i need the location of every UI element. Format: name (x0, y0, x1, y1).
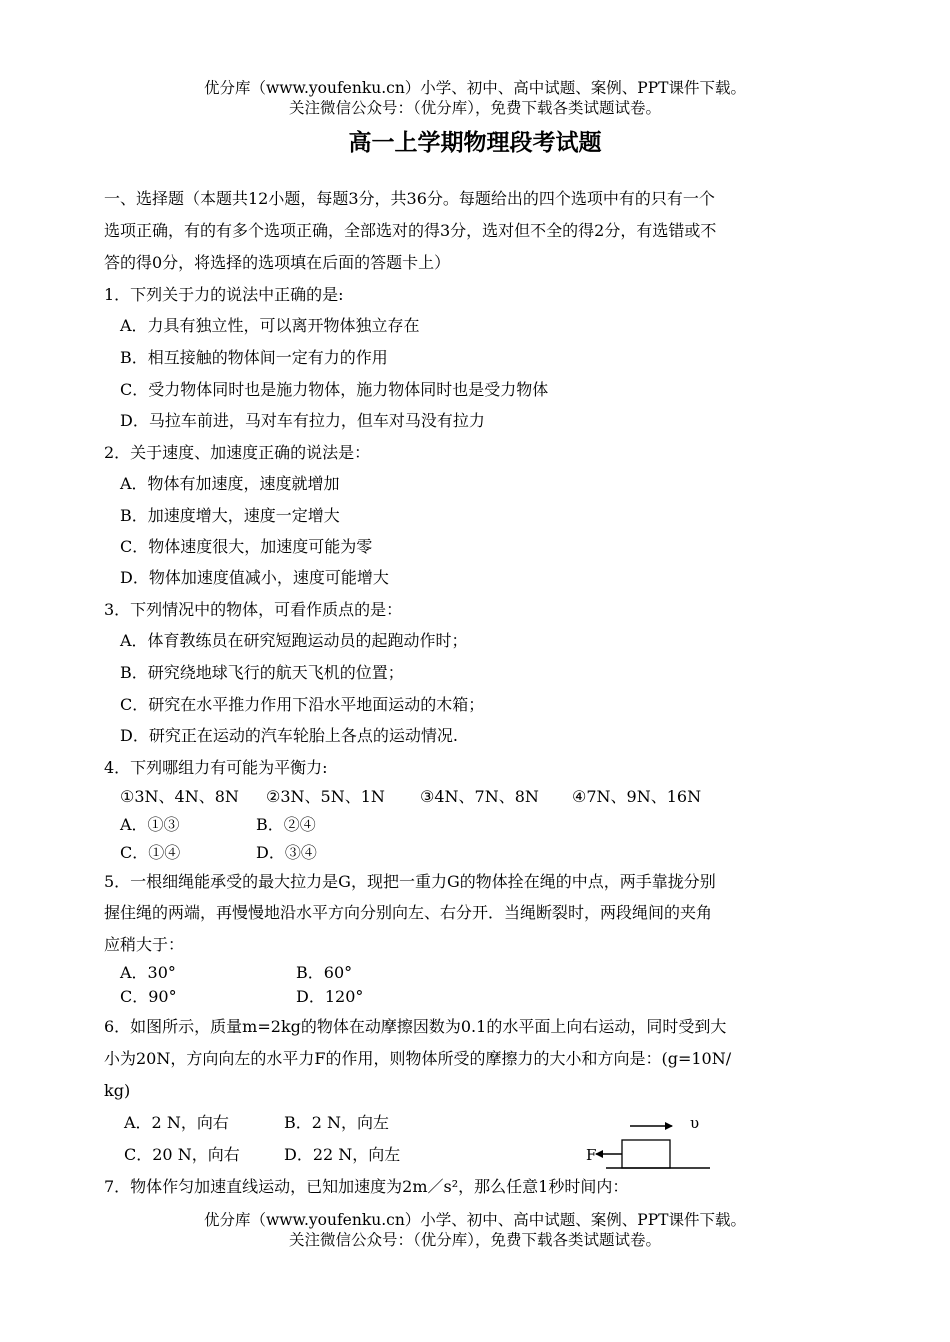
q4-set-1: ①3N、4N、8N (120, 787, 239, 806)
q5-line-3: 应稍大于： (104, 935, 185, 954)
force-label: F (586, 1146, 597, 1164)
q3-option-c: C．研究在水平推力作用下沿水平地面运动的木箱； (120, 695, 485, 714)
q1-option-b: B．相互接触的物体间一定有力的作用 (120, 348, 388, 367)
q5-option-d: D．120° (296, 987, 364, 1006)
footer-line-1: 优分库（www.youfenku.cn）小学、初中、高中试题、案例、PPT课件下载。 (203, 1211, 747, 1229)
q2-option-b: B．加速度增大，速度一定增大 (120, 506, 340, 525)
footer-line-2: 关注微信公众号：（优分库），免费下载各类试题试卷。 (288, 1231, 661, 1249)
q6-line-2: 小为20N，方向向左的水平力F的作用，则物体所受的摩擦力的大小和方向是：(g=10N/ (104, 1049, 732, 1068)
section-intro-2: 选项正确，有的有多个选项正确，全部选对的得3分，选对但不全的得2分，有选错或不 (104, 221, 717, 240)
q1-option-c: C．受力物体同时也是施力物体，施力物体同时也是受力物体 (120, 380, 549, 399)
q4-option-c: C．①④ (120, 843, 181, 862)
q5-line-2: 握住绳的两端，再慢慢地沿水平方向分别向左、右分开．当绳断裂时，两段绳间的夹角 (104, 903, 713, 922)
velocity-label: υ (690, 1114, 700, 1132)
block (622, 1140, 670, 1168)
q5-option-b: B．60° (296, 963, 353, 982)
q6-option-d: D．22 N，向左 (284, 1145, 401, 1164)
q3-option-a: A．体育教练员在研究短跑运动员的起跑动作时； (120, 631, 468, 650)
q2-option-a: A．物体有加速度，速度就增加 (120, 474, 340, 493)
q4-option-d: D．③④ (256, 843, 317, 862)
section-intro-3: 答的得0分，将选择的选项填在后面的答题卡上） (104, 253, 451, 272)
q4-set-2: ②3N、5N、1N (266, 787, 385, 806)
q4-set-4: ④7N、9N、16N (572, 787, 702, 806)
q6-force-diagram (584, 1106, 724, 1176)
q1-stem: 1．下列关于力的说法中正确的是: (104, 285, 344, 304)
q5-option-a: A．30° (120, 963, 176, 982)
q1-option-a: A．力具有独立性，可以离开物体独立存在 (120, 316, 420, 335)
q6-option-a: A．2 N，向右 (124, 1113, 229, 1132)
q2-option-c: C．物体速度很大，加速度可能为零 (120, 537, 373, 556)
q5-option-c: C．90° (120, 987, 177, 1006)
header-line-2: 关注微信公众号：（优分库），免费下载各类试题试卷。 (288, 99, 661, 117)
q4-stem: 4．下列哪组力有可能为平衡力: (104, 758, 328, 777)
page-title: 高一上学期物理段考试题 (348, 130, 602, 156)
q2-option-d: D．物体加速度值减小，速度可能增大 (120, 568, 389, 587)
q1-option-d: D．马拉车前进，马对车有拉力，但车对马没有拉力 (120, 411, 485, 430)
q3-option-b: B．研究绕地球飞行的航天飞机的位置； (120, 663, 404, 682)
section-intro-1: 一、选择题（本题共12小题，每题3分，共36分。每题给出的四个选项中有的只有一个 (104, 189, 715, 208)
q7-stem: 7．物体作匀加速直线运动，已知加速度为2m／s²，那么任意1秒时间内： (104, 1177, 629, 1196)
q5-line-1: 5．一根细绳能承受的最大拉力是G，现把一重力G的物体拴在绳的中点，两手靠拢分别 (104, 872, 716, 891)
q6-option-c: C．20 N，向右 (124, 1145, 240, 1164)
header-line-1: 优分库（www.youfenku.cn）小学、初中、高中试题、案例、PPT课件下载。 (203, 79, 747, 97)
q6-option-b: B．2 N，向左 (284, 1113, 390, 1132)
q3-stem: 3．下列情况中的物体，可看作质点的是： (104, 600, 403, 619)
q4-option-a: A．①③ (120, 815, 180, 834)
q3-option-d: D．研究正在运动的汽车轮胎上各点的运动情况. (120, 726, 458, 745)
q4-set-3: ③4N、7N、8N (420, 787, 539, 806)
q6-line-3: kg) (104, 1081, 131, 1100)
q4-option-b: B．②④ (256, 815, 316, 834)
q2-stem: 2．关于速度、加速度正确的说法是： (104, 443, 371, 462)
q6-line-1: 6．如图所示，质量m=2kg的物体在动摩擦因数为0.1的水平面上向右运动，同时受到大 (104, 1017, 727, 1036)
